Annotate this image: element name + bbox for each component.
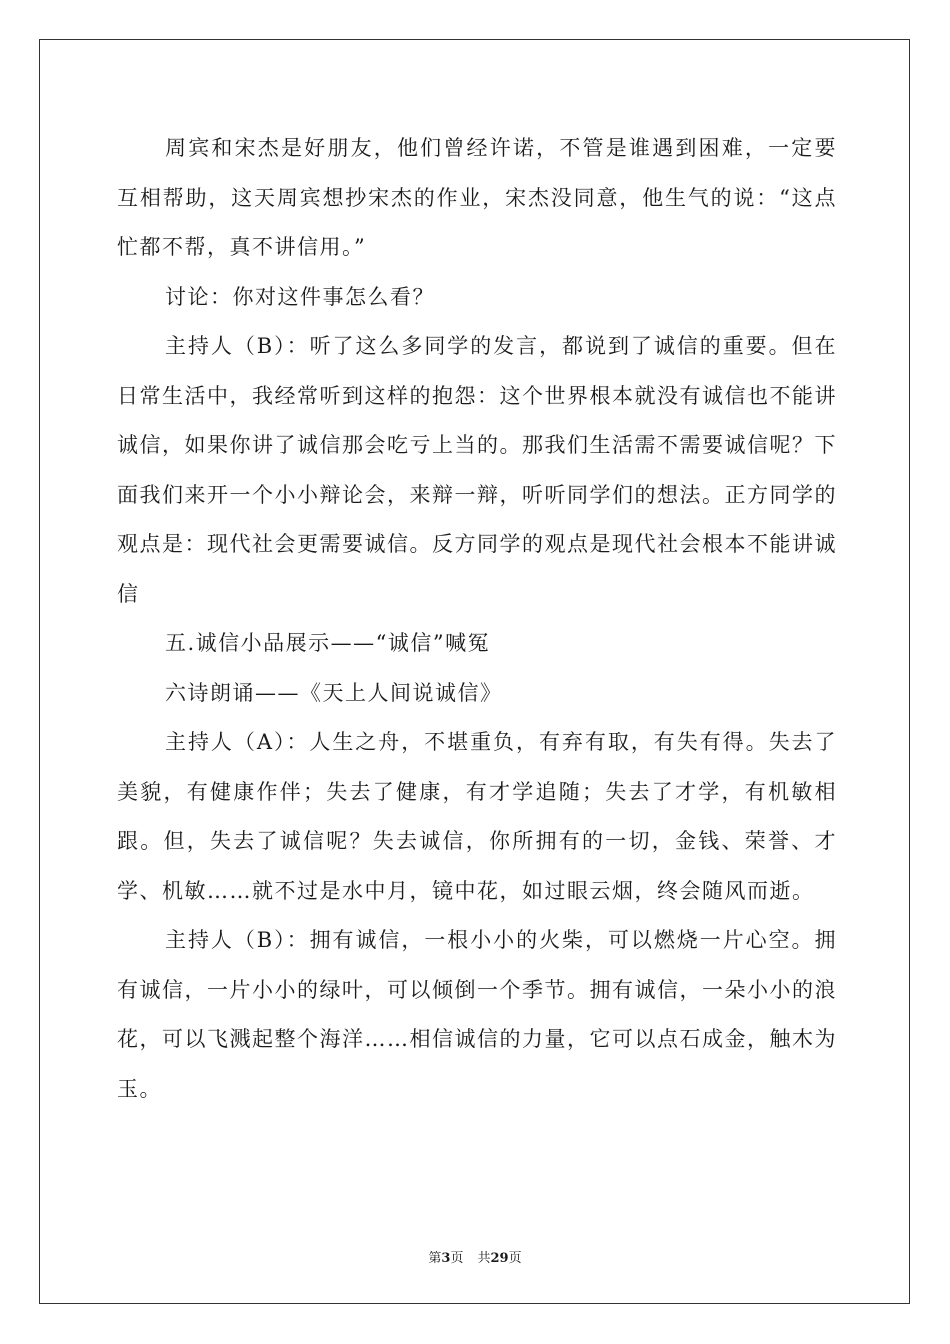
paragraph-discussion: 讨论：你对这件事怎么看？ bbox=[165, 284, 435, 309]
paragraph-host-b-closing: 主持人（B）：拥有诚信，一根小小的火柴，可以燃烧一片心空。拥有诚信，一片小小的绿叶，可以倾倒一个季节。拥有诚信，一朵小小的浪花，可以飞溅起整个海洋……相信诚信的力量，它可以点石成金，触木为玉。 bbox=[117, 928, 837, 1101]
total-prefix: 共 bbox=[477, 1251, 491, 1266]
paragraph-section-six: 六诗朗诵——《天上人间说诚信》 bbox=[165, 680, 503, 705]
paragraph-section-five: 五.诚信小品展示——“诚信”喊冤 bbox=[165, 631, 491, 655]
page-number: 3 bbox=[441, 1251, 451, 1266]
paragraph-host-b-debate: 主持人（B）：听了这么多同学的发言，都说到了诚信的重要。但在日常生活中，我经常听到这样的抱怨：这个世界根本就没有诚信也不能讲诚信，如果你讲了诚信那会吃亏上当的。那我们生活需不需要诚信呢？下面我们来开一个小小辩论会，来辩一辩，听听同学们的想法。正方同学的观点是：现代社会更需要诚信。反方同学的观点是现代社会根本不能讲诚信 bbox=[117, 334, 837, 606]
document-body bbox=[117, 124, 837, 1114]
page-footer bbox=[0, 1247, 950, 1266]
total-suffix: 页 bbox=[508, 1251, 522, 1266]
paragraph-story: 周宾和宋杰是好朋友，他们曾经许诺，不管是谁遇到困难，一定要互相帮助，这天周宾想抄宋杰的作业，宋杰没同意，他生气的说：“这点忙都不帮，真不讲信用。” bbox=[117, 136, 837, 259]
page-prefix: 第 bbox=[428, 1251, 442, 1266]
page-suffix: 页 bbox=[450, 1251, 464, 1266]
paragraph-host-a: 主持人（A）：人生之舟，不堪重负，有弃有取，有失有得。失去了美貌，有健康作伴；失去了健康，有才学追随；失去了才学，有机敏相跟。但，失去了诚信呢？失去诚信，你所拥有的一切，金钱、荣誉、才学、机敏……就不过是水中月，镜中花，如过眼云烟，终会随风而逝。 bbox=[117, 730, 837, 903]
total-pages: 29 bbox=[490, 1251, 509, 1266]
